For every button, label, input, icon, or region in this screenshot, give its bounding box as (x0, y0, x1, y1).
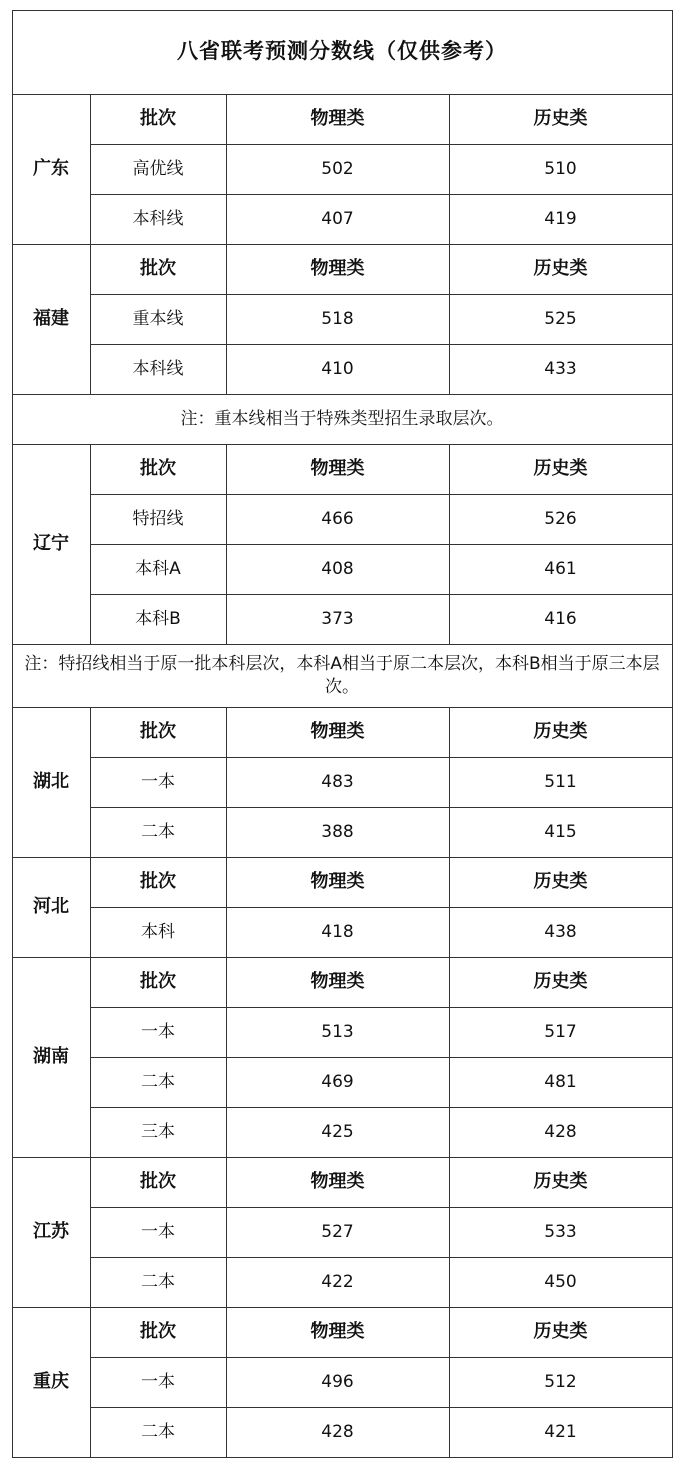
grid-line (449, 957, 450, 1158)
grid-line (672, 857, 673, 958)
batch-cell: 一本 (141, 1221, 175, 1242)
grid-line (226, 444, 227, 645)
header-physics: 物理类 (310, 458, 365, 480)
physics-score: 518 (321, 308, 354, 329)
province-name: 重庆 (33, 1371, 69, 1393)
grid-line (226, 957, 227, 1158)
physics-score: 410 (321, 358, 354, 379)
batch-cell: 特招线 (132, 508, 184, 529)
physics-score: 428 (321, 1421, 354, 1442)
grid-line (226, 1307, 227, 1458)
header-physics: 物理类 (310, 258, 365, 280)
province-name: 湖北 (33, 771, 69, 793)
province-name: 福建 (33, 308, 69, 330)
history-score: 415 (544, 821, 577, 842)
grid-line (449, 94, 450, 245)
province-name: 辽宁 (33, 533, 69, 555)
batch-cell: 二本 (141, 1271, 175, 1292)
header-batch: 批次 (140, 971, 176, 993)
grid-line (12, 1307, 13, 1458)
header-physics: 物理类 (310, 971, 365, 993)
grid-line (12, 1457, 673, 1458)
history-score: 433 (544, 358, 577, 379)
physics-score: 469 (321, 1071, 354, 1092)
grid-line (672, 1157, 673, 1308)
physics-score: 422 (321, 1271, 354, 1292)
grid-line (449, 707, 450, 858)
physics-score: 496 (321, 1371, 354, 1392)
grid-line (672, 444, 673, 645)
physics-score: 388 (321, 821, 354, 842)
grid-line (12, 394, 13, 445)
history-score: 461 (544, 558, 577, 579)
table-note: 注：重本线相当于特殊类型招生录取层次。 (180, 408, 504, 429)
physics-score: 407 (321, 208, 354, 229)
history-score: 419 (544, 208, 577, 229)
physics-score: 425 (321, 1121, 354, 1142)
grid-line (90, 244, 91, 395)
table-note: 注：特招线相当于原一批本科层次，本科A相当于原二本层次，本科B相当于原三本层次。 (24, 654, 660, 697)
history-score: 511 (544, 771, 577, 792)
history-score: 481 (544, 1071, 577, 1092)
batch-cell: 三本 (141, 1121, 175, 1142)
grid-line (90, 857, 91, 958)
province-name: 湖南 (33, 1046, 69, 1068)
batch-cell: 一本 (141, 771, 175, 792)
physics-score: 373 (321, 608, 354, 629)
grid-line (12, 244, 13, 395)
history-score: 533 (544, 1221, 577, 1242)
grid-line (672, 94, 673, 245)
grid-line (672, 957, 673, 1158)
header-history: 历史类 (533, 458, 588, 480)
batch-cell: 高优线 (132, 158, 184, 179)
batch-cell: 本科B (135, 608, 181, 629)
grid-line (449, 244, 450, 395)
header-history: 历史类 (533, 871, 588, 893)
grid-line (226, 94, 227, 245)
header-physics: 物理类 (310, 1171, 365, 1193)
header-history: 历史类 (533, 108, 588, 130)
history-score: 510 (544, 158, 577, 179)
header-batch: 批次 (140, 871, 176, 893)
batch-cell: 一本 (141, 1371, 175, 1392)
grid-line (672, 394, 673, 445)
grid-line (226, 244, 227, 395)
grid-line (90, 707, 91, 858)
grid-line (12, 94, 13, 245)
header-history: 历史类 (533, 1321, 588, 1343)
batch-cell: 本科线 (132, 208, 184, 229)
history-score: 525 (544, 308, 577, 329)
grid-line (226, 857, 227, 958)
header-batch: 批次 (140, 108, 176, 130)
history-score: 421 (544, 1421, 577, 1442)
province-name: 广东 (33, 158, 69, 180)
history-score: 526 (544, 508, 577, 529)
header-batch: 批次 (140, 721, 176, 743)
batch-cell: 本科A (135, 558, 181, 579)
history-score: 450 (544, 1271, 577, 1292)
province-name: 河北 (33, 896, 69, 918)
grid-line (12, 10, 13, 95)
batch-cell: 一本 (141, 1021, 175, 1042)
header-physics: 物理类 (310, 871, 365, 893)
history-score: 416 (544, 608, 577, 629)
grid-line (449, 444, 450, 645)
grid-line (672, 10, 673, 95)
grid-line (12, 857, 13, 958)
grid-line (672, 644, 673, 708)
header-batch: 批次 (140, 458, 176, 480)
header-physics: 物理类 (310, 721, 365, 743)
grid-line (449, 857, 450, 958)
grid-line (12, 707, 13, 858)
grid-line (90, 957, 91, 1158)
province-name: 江苏 (33, 1221, 69, 1243)
physics-score: 502 (321, 158, 354, 179)
header-history: 历史类 (533, 971, 588, 993)
physics-score: 483 (321, 771, 354, 792)
header-batch: 批次 (140, 1171, 176, 1193)
grid-line (672, 244, 673, 395)
physics-score: 513 (321, 1021, 354, 1042)
grid-line (226, 707, 227, 858)
batch-cell: 二本 (141, 1421, 175, 1442)
batch-cell: 二本 (141, 821, 175, 842)
batch-cell: 本科线 (132, 358, 184, 379)
physics-score: 408 (321, 558, 354, 579)
grid-line (449, 1157, 450, 1308)
grid-line (12, 644, 13, 708)
physics-score: 527 (321, 1221, 354, 1242)
page-title: 八省联考预测分数线（仅供参考） (177, 39, 507, 64)
grid-line (90, 94, 91, 245)
history-score: 517 (544, 1021, 577, 1042)
header-physics: 物理类 (310, 108, 365, 130)
history-score: 428 (544, 1121, 577, 1142)
grid-line (449, 1307, 450, 1458)
grid-line (12, 1157, 13, 1308)
header-history: 历史类 (533, 1171, 588, 1193)
grid-line (226, 1157, 227, 1308)
physics-score: 466 (321, 508, 354, 529)
physics-score: 418 (321, 921, 354, 942)
header-history: 历史类 (533, 721, 588, 743)
grid-line (672, 707, 673, 858)
grid-line (90, 1157, 91, 1308)
history-score: 512 (544, 1371, 577, 1392)
batch-cell: 二本 (141, 1071, 175, 1092)
batch-cell: 重本线 (132, 308, 184, 329)
header-batch: 批次 (140, 258, 176, 280)
grid-line (12, 444, 13, 645)
header-batch: 批次 (140, 1321, 176, 1343)
grid-line (90, 444, 91, 645)
batch-cell: 本科 (141, 921, 175, 942)
grid-line (12, 957, 13, 1158)
grid-line (672, 1307, 673, 1458)
history-score: 438 (544, 921, 577, 942)
header-history: 历史类 (533, 258, 588, 280)
header-physics: 物理类 (310, 1321, 365, 1343)
grid-line (90, 1307, 91, 1458)
